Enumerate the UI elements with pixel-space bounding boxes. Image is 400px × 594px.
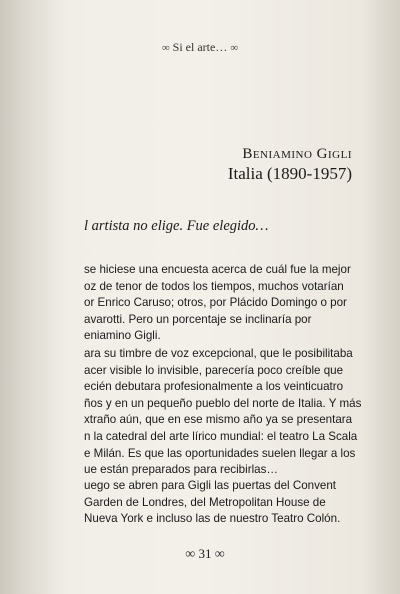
text-line: eniamino Gigli. [84,329,161,343]
text-line: or Enrico Caruso; otros, por Plácido Domingo o por [84,296,347,310]
text-line: uego se abren para Gigli las puertas del Convent [84,479,336,492]
ornament-right-icon: ∞ [214,547,225,562]
text-line: n la catedral del arte lírico mundial: el teatro La Scala [84,429,358,443]
text-line: ños y en un pequeño pueblo del norte de Italia. Y más [84,396,362,410]
paragraph-3 [84,478,394,528]
text-line: Nueva York e incluso las de nuestro Teatro Colón. [84,512,341,526]
paragraph-2 [84,346,394,479]
author-subtitle: Italia (1890-1957) [227,164,352,183]
text-line: oz de tenor de todos los tiempos, muchos votarían [84,279,344,293]
epigraph: l artista no elige. Fue elegido… [84,218,269,234]
text-line: Garden de Londres, del Metropolitan House de [84,495,326,509]
text-line: acer visible lo invisible, parecería poco creíble que [84,363,344,377]
paragraph-1 [84,262,394,345]
page-gutter-shadow [0,0,70,594]
running-header [140,40,260,55]
ornament-right-icon: ∞ [230,42,239,54]
ornament-left-icon: ∞ [185,547,196,562]
text-line: ara su timbre de voz excepcional, que le posibilitaba [84,347,353,360]
page-footer [150,546,260,563]
ornament-left-icon: ∞ [161,42,170,54]
text-line: e Milán. Es que las oportunidades suelen llegar a los [84,446,356,460]
text-line: xtraño aún, que en ese mismo año ya se presentara [84,413,353,427]
text-line: ecién debutara profesionalmente a los veinticuatro [84,380,344,394]
running-header-title: Si el arte… [172,40,228,54]
text-line: se hiciese una encuesta acerca de cuál fue la mejor [84,263,351,276]
text-line: ue están preparados para recibirlas… [84,463,278,477]
author-name: Beniamino Gigli [242,146,352,162]
page-number: 31 [198,546,212,561]
text-line: avarotti. Pero un porcentaje se inclinaría por [84,312,312,326]
